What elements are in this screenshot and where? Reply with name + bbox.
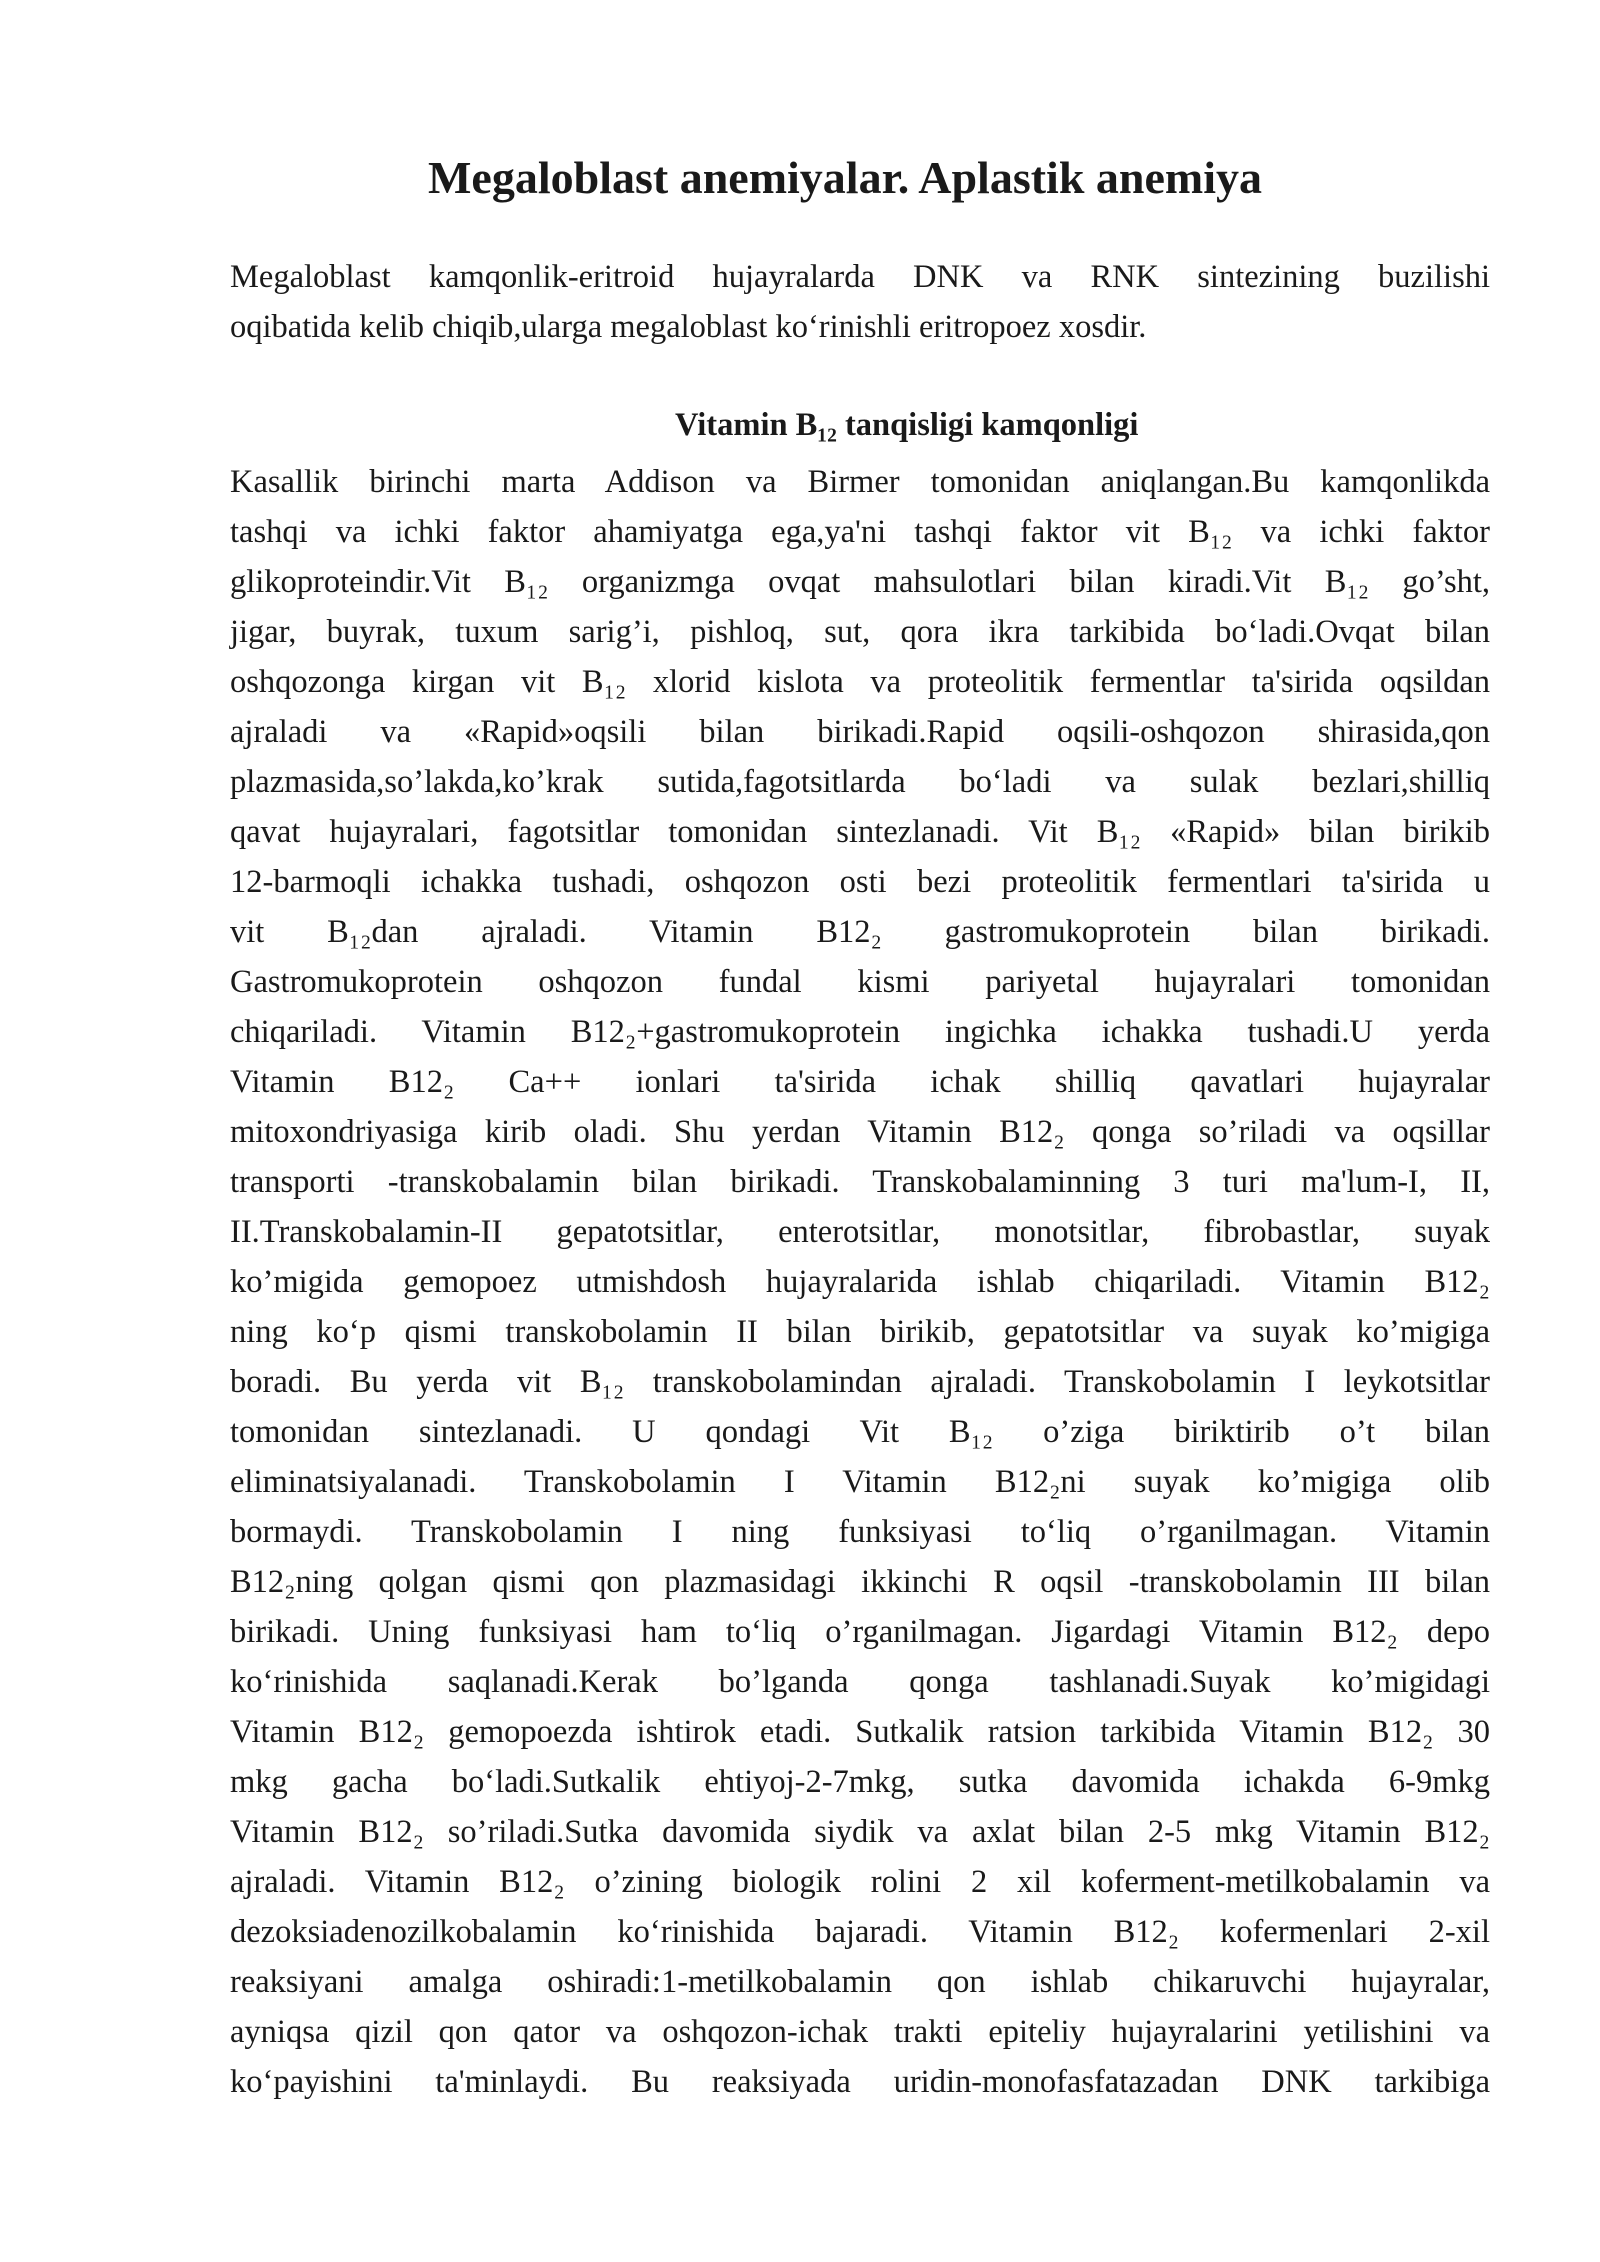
body-line: jigar, buyrak, tuxum sarig’i, pishloq, sut, qora ikra tarkibida bo‘ladi.Ovqat bilan bbox=[230, 614, 1490, 650]
body-line: eliminatsiyalanadi. Transkobolamin I Vitamin B12₂ni suyak ko’migiga olib bbox=[230, 1464, 1490, 1500]
body-line: glikoproteindir.Vit B₁₂ organizmga ovqat mahsulotlari bilan kiradi.Vit B₁₂ go’sht, bbox=[230, 564, 1490, 600]
body-line: reaksiyani amalga oshiradi:1-metilkobalamin qon ishlab chikaruvchi hujayralar, bbox=[230, 1964, 1490, 2000]
body-line: plazmasida,so’lakda,ko’krak sutida,fagotsitlarda bo‘ladi va sulak bezlari,shilliq bbox=[230, 764, 1490, 800]
body-line: ajraladi va «Rapid»oqsili bilan birikadi.Rapid oqsili-oshqozon shirasida,qon bbox=[230, 714, 1490, 750]
page-title: Megaloblast anemiyalar. Aplastik anemiya bbox=[428, 152, 1262, 203]
body-line: ko‘rinishida saqlanadi.Kerak bo’lganda qonga tashlanadi.Suyak ko’migidagi bbox=[230, 1664, 1490, 1700]
body-line: mitoxondriyasiga kirib oladi. Shu yerdan Vitamin B12₂ qonga so’riladi va oqsillar bbox=[230, 1114, 1490, 1150]
body-line: mkg gacha bo‘ladi.Sutkalik ehtiyoj-2-7mkg, sutka davomida ichakda 6-9mkg bbox=[230, 1764, 1490, 1800]
body-line: Vitamin B12₂ so’riladi.Sutka davomida siydik va axlat bilan 2-5 mkg Vitamin B12₂ bbox=[230, 1814, 1490, 1850]
body-line: ning ko‘p qismi transkobolamin II bilan birikib, gepatotsitlar va suyak ko’migiga bbox=[230, 1314, 1490, 1350]
body-line: birikadi. Uning funksiyasi ham to‘liq o’rganilmagan. Jigardagi Vitamin B12₂ depo bbox=[230, 1614, 1490, 1650]
body-line: vit B₁₂dan ajraladi. Vitamin B12₂ gastromukoprotein bilan birikadi. bbox=[230, 914, 1490, 950]
main-paragraph bbox=[230, 457, 1490, 2107]
section-heading: Vitamin B₁₂ tanqisligi kamqonligi bbox=[675, 407, 1139, 443]
body-line: tomonidan sintezlanadi. U qondagi Vit B₁₂ o’ziga biriktirib o’t bilan bbox=[230, 1414, 1490, 1450]
body-line: II.Transkobalamin-II gepatotsitlar, enterotsitlar, monotsitlar, fibrobastlar, suyak bbox=[230, 1214, 1490, 1250]
body-line: B12₂ning qolgan qismi qon plazmasidagi ikkinchi R oqsil -transkobolamin III bilan bbox=[230, 1564, 1490, 1600]
intro-line: Megaloblast kamqonlik-eritroid hujayralarda DNK va RNK sintezining buzilishi bbox=[230, 259, 1490, 295]
body-line: Kasallik birinchi marta Addison va Birmer tomonidan aniqlangan.Bu kamqonlikda bbox=[230, 464, 1490, 500]
body-line: ko‘payishini ta'minlaydi. Bu reaksiyada uridin-monofasfatazadan DNK tarkibiga bbox=[230, 2064, 1490, 2100]
body-line: transporti -transkobalamin bilan birikadi. Transkobalaminning 3 turi ma'lum-I, II, bbox=[230, 1164, 1490, 1200]
body-line: dezoksiadenozilkobalamin ko‘rinishida bajaradi. Vitamin B12₂ kofermenlari 2-xil bbox=[230, 1914, 1490, 1950]
body-line: oshqozonga kirgan vit B₁₂ xlorid kislota va proteolitik fermentlar ta'sirida oqsildan bbox=[230, 664, 1490, 700]
body-line: 12-barmoqli ichakka tushadi, oshqozon osti bezi proteolitik fermentlari ta'sirida u bbox=[230, 864, 1490, 900]
body-line: Vitamin B12₂ Ca++ ionlari ta'sirida ichak shilliq qavatlari hujayralar bbox=[230, 1064, 1490, 1100]
body-line: ajraladi. Vitamin B12₂ o’zining biologik rolini 2 xil koferment-metilkobalamin va bbox=[230, 1864, 1490, 1900]
body-line: tashqi va ichki faktor ahamiyatga ega,ya'ni tashqi faktor vit B₁₂ va ichki faktor bbox=[230, 514, 1490, 550]
body-line: bormaydi. Transkobolamin I ning funksiyasi to‘liq o’rganilmagan. Vitamin bbox=[230, 1514, 1490, 1550]
body-line: ko’migida gemopoez utmishdosh hujayralarida ishlab chiqariladi. Vitamin B12₂ bbox=[230, 1264, 1490, 1300]
intro-paragraph bbox=[230, 252, 1490, 352]
body-line: qavat hujayralari, fagotsitlar tomonidan sintezlanadi. Vit B₁₂ «Rapid» bilan birikib bbox=[230, 814, 1490, 850]
intro-line: oqibatida kelib chiqib,ularga megaloblast ko‘rinishli eritropoez xosdir. bbox=[230, 309, 1147, 345]
body-line: Vitamin B12₂ gemopoezda ishtirok etadi. Sutkalik ratsion tarkibida Vitamin B12₂ 30 bbox=[230, 1714, 1490, 1750]
body-line: chiqariladi. Vitamin B12₂+gastromukoprotein ingichka ichakka tushadi.U yerda bbox=[230, 1014, 1490, 1050]
body-line: Gastromukoprotein oshqozon fundal kismi pariyetal hujayralari tomonidan bbox=[230, 964, 1490, 1000]
body-line: ayniqsa qizil qon qator va oshqozon-ichak trakti epiteliy hujayralarini yetilishini va bbox=[230, 2014, 1490, 2050]
body-line: boradi. Bu yerda vit B₁₂ transkobolamindan ajraladi. Transkobolamin I leykotsitlar bbox=[230, 1364, 1490, 1400]
